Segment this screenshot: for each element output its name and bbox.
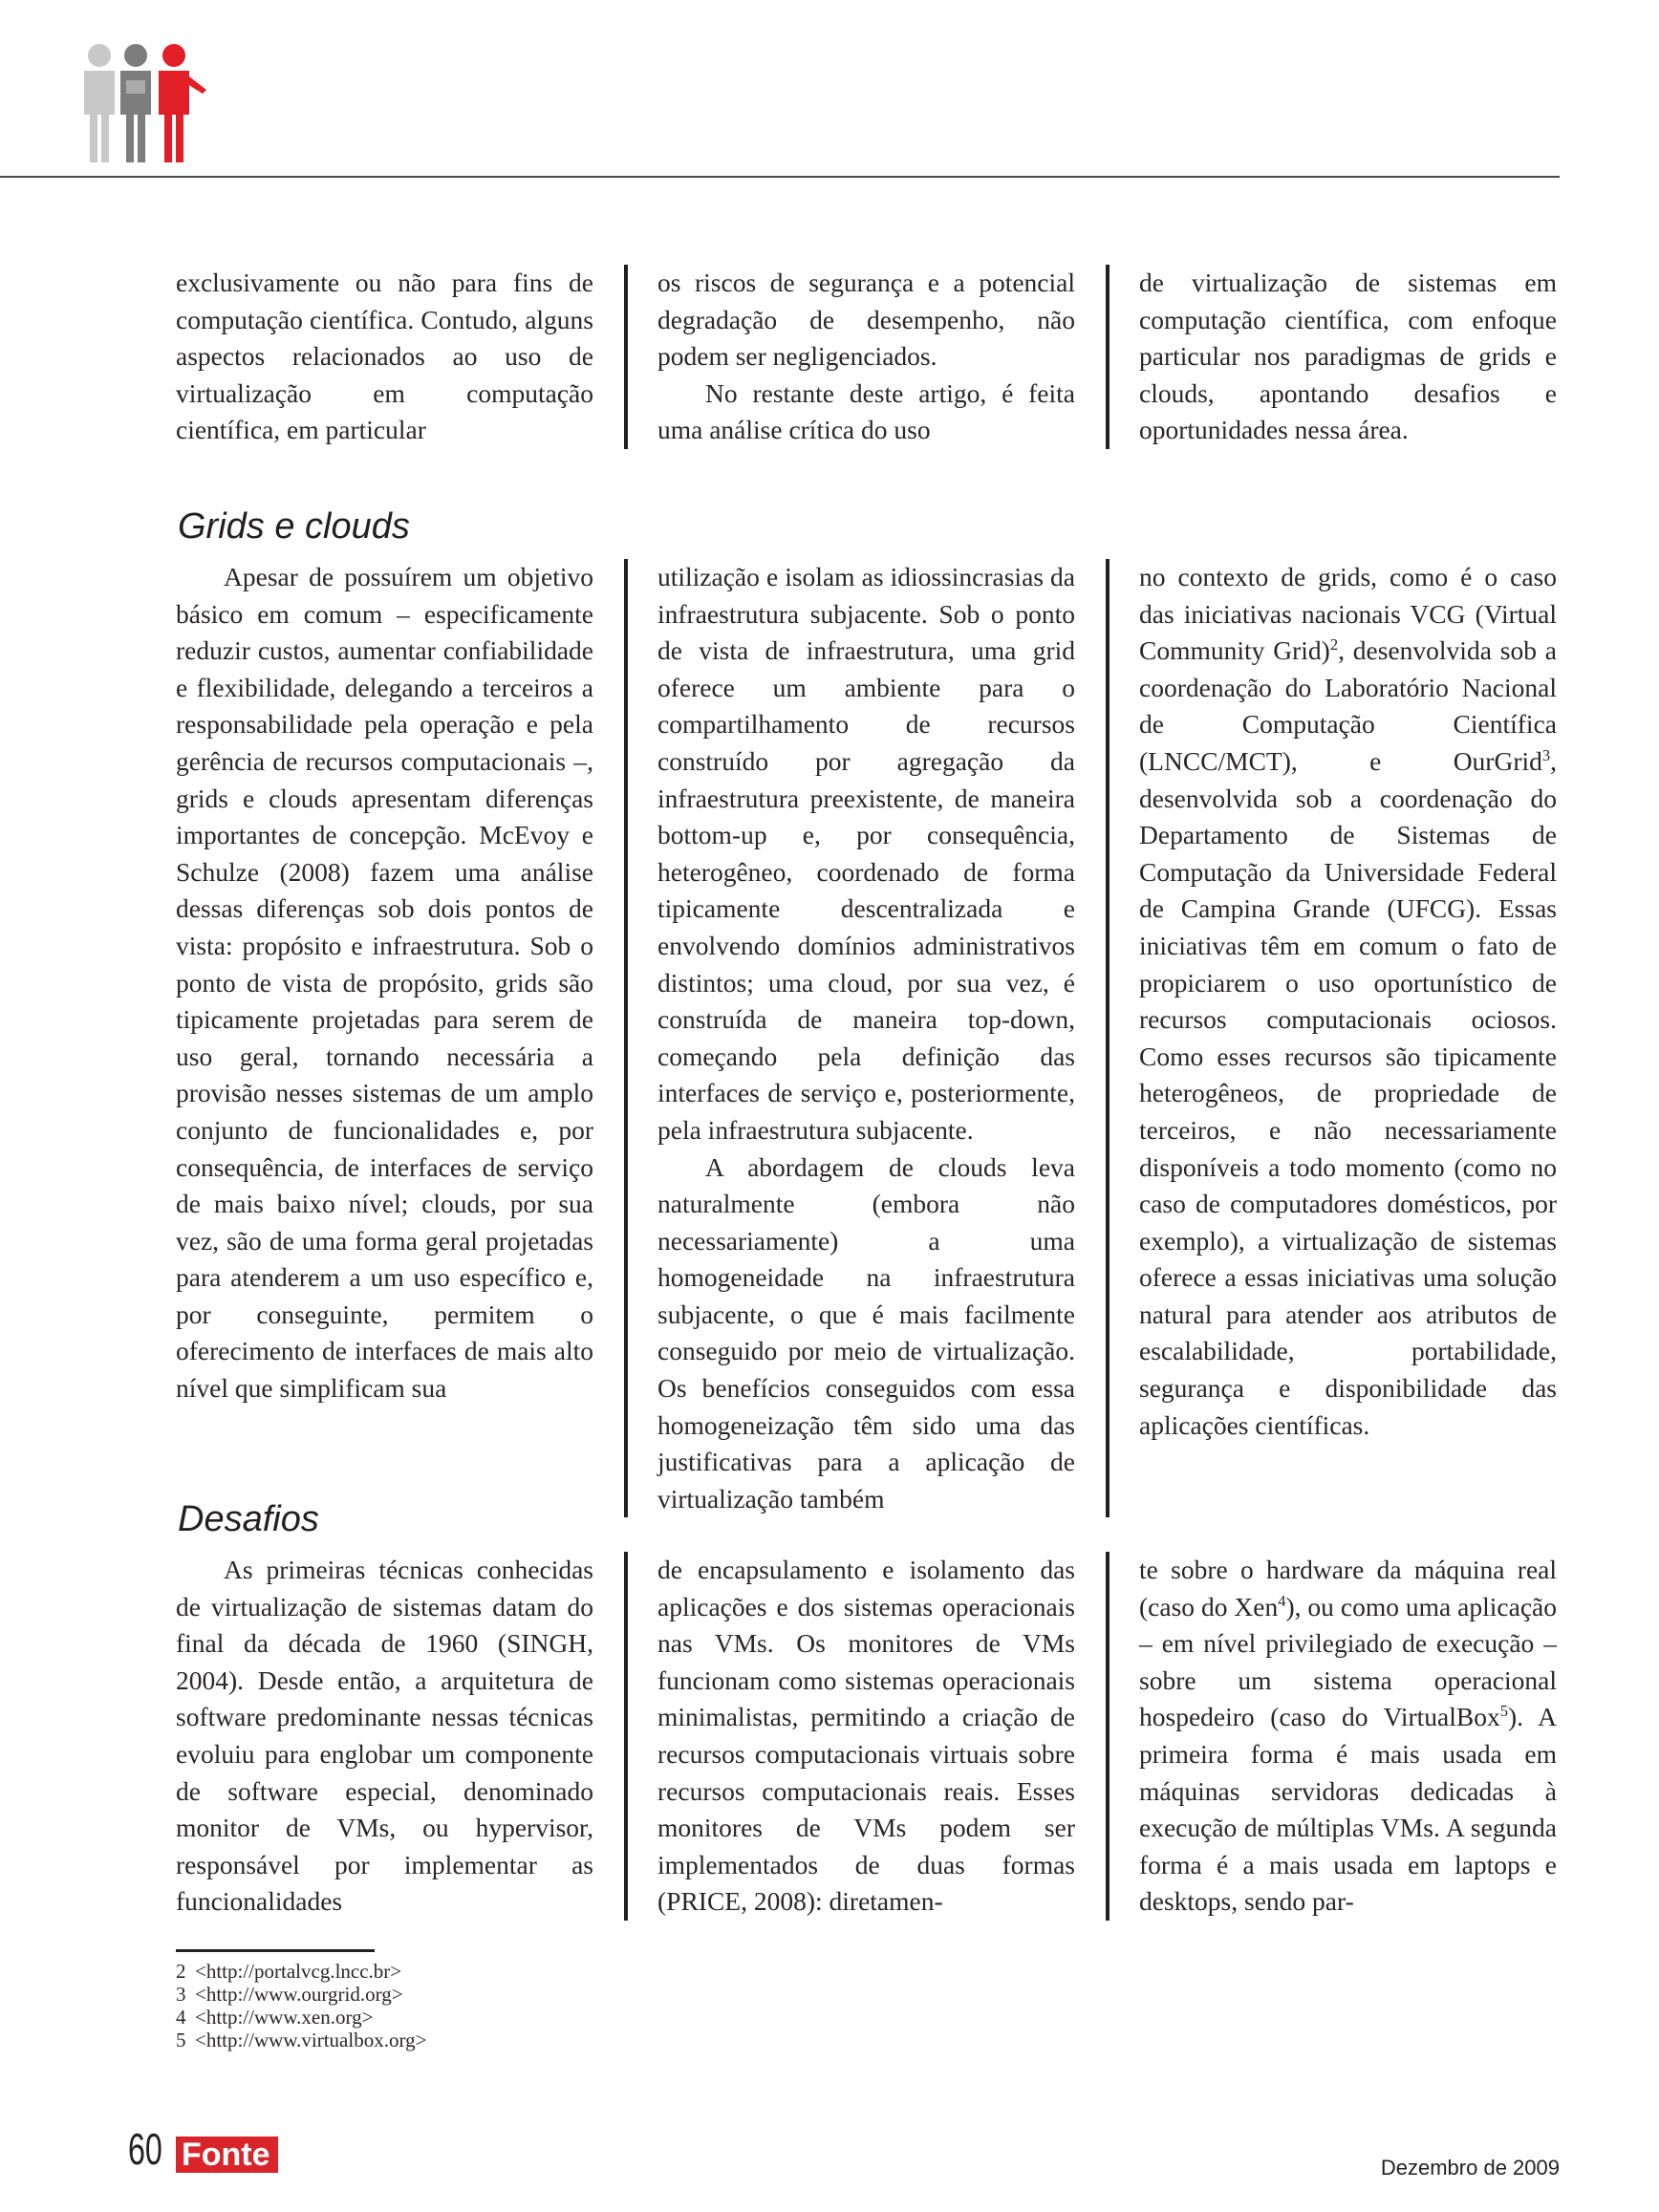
desafios-column-2 bbox=[657, 1552, 1075, 1921]
footnotes bbox=[176, 1949, 426, 2051]
footnote-item bbox=[176, 1960, 426, 1983]
column-separator bbox=[624, 265, 628, 449]
section-heading-desafios: Desafios bbox=[178, 1499, 319, 1539]
paragraph: os riscos de segurança e a potencial degradação de desempenho, não podem ser negligenciados. bbox=[657, 268, 1075, 372]
text-run: no contexto de grids, como é o caso das iniciativas nacionais VCG (Virtual Community Grid) bbox=[1139, 562, 1557, 666]
grids-section bbox=[176, 559, 1560, 1517]
text-run: ). A primeira forma é mais usada em máquinas servidoras dedicadas à execução de múltiplas VMs. A segunda forma é a mais usada em laptops e desktops, sendo par- bbox=[1139, 1702, 1557, 1917]
text-run: , desenvolvida sob a coordenação do Departamento de Sistemas de Computação da Universidade Federal de Campina Grande (UFCG). Essas iniciativas têm em comum o fato de propiciarem o uso oportunístico de recursos computacionais ociosos. Como esses recursos são tipicamente heterogêneos, de propriedade de terceiros, e não necessariamente disponíveis a todo momento (como no caso de computadores domésticos, por exemplo), a virtualização de sistemas oferece a essas iniciativas uma solução natural para atender aos atributos de escalabilidade, portabilidade, segurança e disponibilidade das aplicações científicas. bbox=[1139, 745, 1557, 1440]
paragraph: utilização e isolam as idiossincrasias da infraestrutura subjacente. Sob o ponto de vista de infraestrutura, uma grid oferece um ambiente para o compartilhamento de recursos construído por agregação da infraestrutura preexistente, de maneira bottom-up e, por consequência, heterogêneo, coordenado de forma tipicamente descentralizada e envolvendo domínios administrativos distintos; uma cloud, por sua vez, é construída de maneira top-down, começando pela definição das interfaces de serviço e, posteriormente, pela infraestrutura subjacente. bbox=[657, 562, 1075, 1145]
column-separator bbox=[624, 1552, 628, 1921]
paragraph: Apesar de possuírem um objetivo básico em comum – especificamente reduzir custos, aumentar confiabilidade e flexibilidade, delegando a terceiros a responsabilidade pela operação e pela gerência de recursos computacionais –, grids e clouds apresentam diferenças importantes de concepção. McEvoy e Schulze (2008) fazem uma análise dessas diferenças sob dois pontos de vista: propósito e infraestrutura. Sob o ponto de vista de propósito, grids são tipicamente projetadas para serem de uso geral, tornando necessária a provisão nesses sistemas de um amplo conjunto de funcionalidades e, por consequência, de interfaces de serviço de mais baixo nível; clouds, por sua vez, são de uma forma geral projetadas para atenderem a um uso específico e, por conseguinte, permitem o oferecimento de interfaces de mais alto nível que simplificam sua bbox=[176, 562, 593, 1404]
paragraph bbox=[1139, 559, 1557, 1444]
paragraph: As primeiras técnicas conhecidas de virtualização de sistemas datam do final da década de 1960 (SINGH, 2004). Desde então, a arquitetura de software predominante nessas técnicas evoluiu para englobar um componente de software especial, denominado monitor de VMs, ou hypervisor, responsável por implementar as funcionalidades bbox=[176, 1555, 593, 1917]
footnote-link[interactable]: <http://portalvcg.lncc.br> bbox=[195, 1960, 402, 1983]
paragraph: A abordagem de clouds leva naturalmente (embora não necessariamente) a uma homogeneidade na infraestrutura subjacente, o que é mais facilmente conseguido por meio de virtualização. Os benefícios conseguidos com essa homogeneização têm sido uma das justificativas para a aplicação de virtualização também bbox=[657, 1151, 1075, 1514]
footnote-item bbox=[176, 1983, 426, 2006]
text-run: te sobre o hardware da máquina real (caso do Xen bbox=[1139, 1555, 1557, 1621]
column-separator bbox=[624, 559, 628, 1517]
text-run: ), ou como uma aplicação – em nível privilegiado de execução – sobre um sistema operacional hospedeiro (caso do VirtualBox bbox=[1139, 1591, 1557, 1732]
desafios-section bbox=[176, 1552, 1560, 1921]
footnote-marker: 5 bbox=[1499, 1702, 1508, 1721]
grids-column-3 bbox=[1139, 559, 1557, 1517]
footnote-marker: 4 bbox=[1278, 1591, 1286, 1610]
paragraph: de encapsulamento e isolamento das aplicações e dos sistemas operacionais nas VMs. Os monitores de VMs funcionam como sistemas operacionais minimalistas, permitindo a criação de recursos computacionais virtuais sobre recursos computacionais reais. Esses monitores de VMs podem ser implementados de duas formas (PRICE, 2008): diretamen- bbox=[657, 1555, 1075, 1917]
section-heading-grids: Grids e clouds bbox=[178, 506, 410, 547]
magazine-people-logo-icon bbox=[76, 38, 220, 182]
footnote-rule bbox=[176, 1949, 375, 1952]
column-separator bbox=[1106, 265, 1110, 449]
footnote-number: 2 bbox=[176, 1960, 186, 1983]
magazine-brand-logo: Fonte bbox=[176, 2137, 278, 2173]
intro-column-2 bbox=[657, 265, 1075, 449]
desafios-column-1 bbox=[176, 1552, 593, 1921]
column-separator bbox=[1106, 1552, 1110, 1921]
column-separator bbox=[1106, 559, 1110, 1517]
paragraph: exclusivamente ou não para fins de computação científica. Contudo, alguns aspectos relacionados ao uso de virtualização em computação científica, em particular bbox=[176, 268, 593, 445]
footnote-number: 5 bbox=[176, 2029, 186, 2051]
footnote-number: 3 bbox=[176, 1983, 186, 2006]
text-run: , desenvolvida sob a coordenação do Laboratório Nacional de Computação Científica (LNCC/MCT), e OurGrid bbox=[1139, 635, 1557, 776]
footnote-marker: 2 bbox=[1329, 635, 1339, 655]
page-number: 60 bbox=[128, 2124, 162, 2174]
header-rule bbox=[0, 176, 1560, 178]
grids-column-2 bbox=[657, 559, 1075, 1517]
footnote-link[interactable]: <http://www.ourgrid.org> bbox=[195, 1983, 403, 2006]
grids-column-1 bbox=[176, 559, 593, 1517]
footnote-number: 4 bbox=[176, 2006, 186, 2029]
issue-date: Dezembro de 2009 bbox=[1380, 2156, 1560, 2180]
paragraph: de virtualização de sistemas em computação científica, com enfoque particular nos paradigmas de grids e clouds, apontando desafios e oportunidades nessa área. bbox=[1139, 268, 1557, 445]
footnote-link[interactable]: <http://www.virtualbox.org> bbox=[195, 2029, 427, 2051]
paragraph: No restante deste artigo, é feita uma análise crítica do uso bbox=[657, 377, 1075, 445]
intro-column-1 bbox=[176, 265, 593, 449]
intro-section bbox=[176, 265, 1560, 449]
footnote-marker: 3 bbox=[1541, 745, 1551, 764]
paragraph bbox=[1139, 1552, 1557, 1921]
intro-column-3 bbox=[1139, 265, 1557, 449]
footnote-item bbox=[176, 2029, 426, 2051]
footnote-link[interactable]: <http://www.xen.org> bbox=[195, 2006, 374, 2029]
footnote-item bbox=[176, 2006, 426, 2029]
desafios-column-3 bbox=[1139, 1552, 1557, 1921]
